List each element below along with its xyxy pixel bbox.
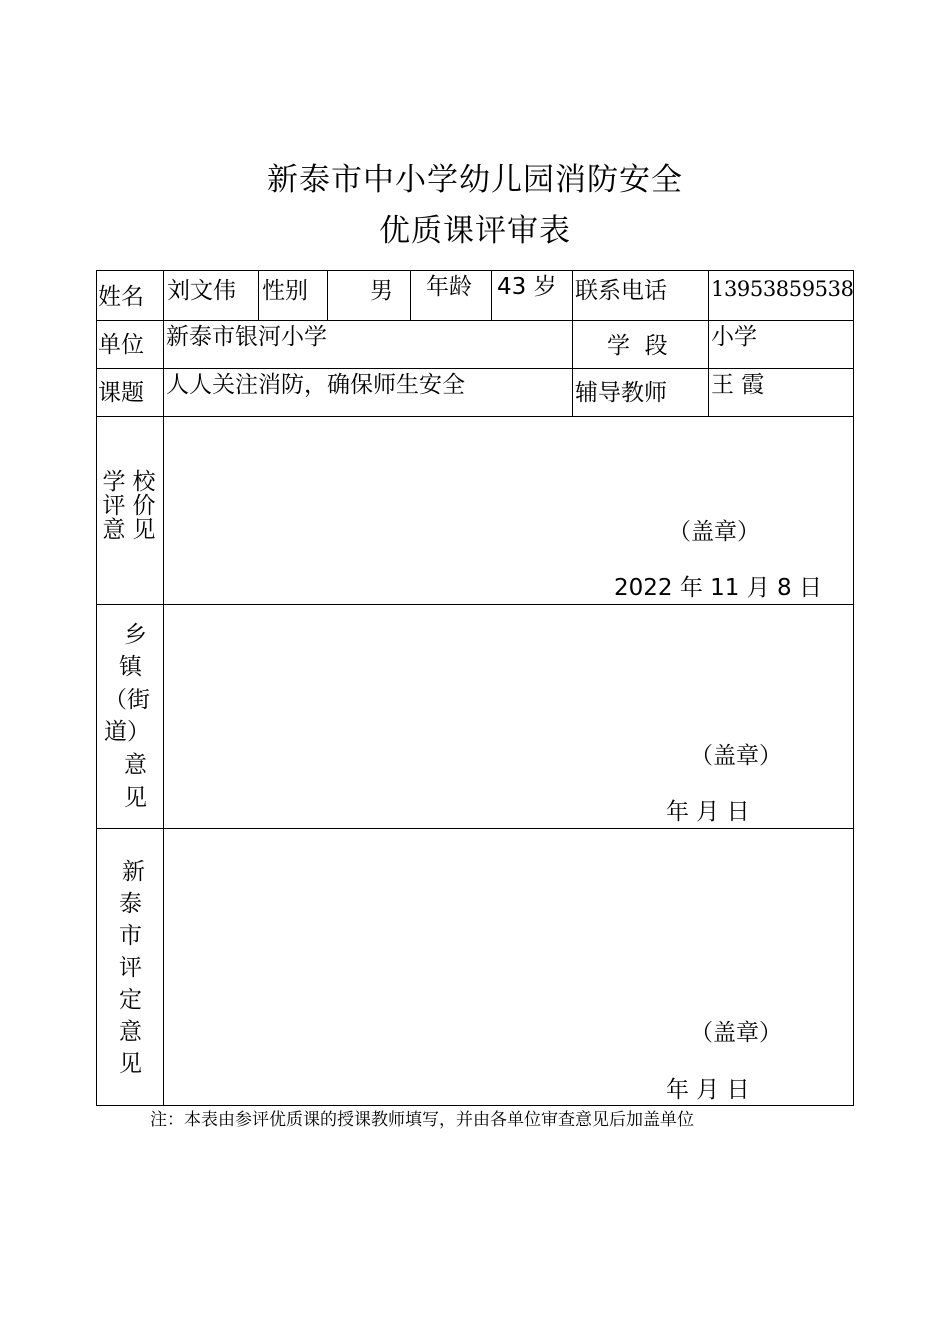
city-date: 年 月 日: [666, 1077, 750, 1103]
phone-value: 13953859538: [711, 277, 854, 301]
phone-label: 联系电话: [575, 278, 667, 304]
form-title-line1: 新泰市中小学幼儿园消防安全: [267, 162, 683, 198]
city-label-line: 意: [119, 1019, 142, 1045]
town-label-line: （街: [104, 687, 150, 713]
city-label-line: 见: [119, 1051, 142, 1077]
name-label: 姓名: [98, 284, 144, 310]
topic-value: 人人关注消防，确保师生安全: [166, 372, 465, 398]
stage-value: 小学: [711, 324, 757, 350]
gender-value: 男: [370, 278, 393, 304]
footer-note: 注：本表由参评优质课的授课教师填写，并由各单位审查意见后加盖单位: [150, 1110, 694, 1130]
school-date: 2022 年 11 月 8 日: [614, 575, 822, 601]
town-label-line: 道）: [104, 719, 150, 745]
unit-label: 单位: [98, 332, 144, 358]
city-label-line: 定: [119, 987, 142, 1013]
tutor-value: 王 霞: [711, 372, 765, 398]
gender-label: 性别: [262, 278, 308, 304]
town-label-line: 镇: [119, 654, 142, 680]
form-title-line2: 优质课评审表: [379, 213, 571, 249]
school-label-col2: 校价见: [132, 469, 156, 543]
city-seal: （盖章）: [690, 1020, 782, 1046]
city-label-line: 新: [122, 859, 145, 885]
topic-label: 课题: [98, 380, 144, 406]
town-label-line: 意: [124, 752, 147, 778]
school-seal: （盖章）: [668, 519, 760, 545]
city-label-line: 市: [119, 923, 142, 949]
name-value: 刘文伟: [167, 278, 236, 304]
city-label-line: 评: [119, 955, 142, 981]
town-date: 年 月 日: [666, 799, 750, 825]
school-label-col1: 学评意: [102, 469, 126, 543]
town-label-line: 乡: [124, 622, 147, 648]
age-value: 43 岁: [497, 274, 557, 300]
town-seal: （盖章）: [690, 743, 782, 769]
tutor-label: 辅导教师: [575, 380, 667, 406]
city-label-line: 泰: [119, 891, 142, 917]
unit-value: 新泰市银河小学: [166, 324, 327, 350]
age-label: 年龄: [426, 274, 472, 300]
stage-label: 学 段: [607, 333, 668, 359]
town-label-line: 见: [124, 785, 147, 811]
